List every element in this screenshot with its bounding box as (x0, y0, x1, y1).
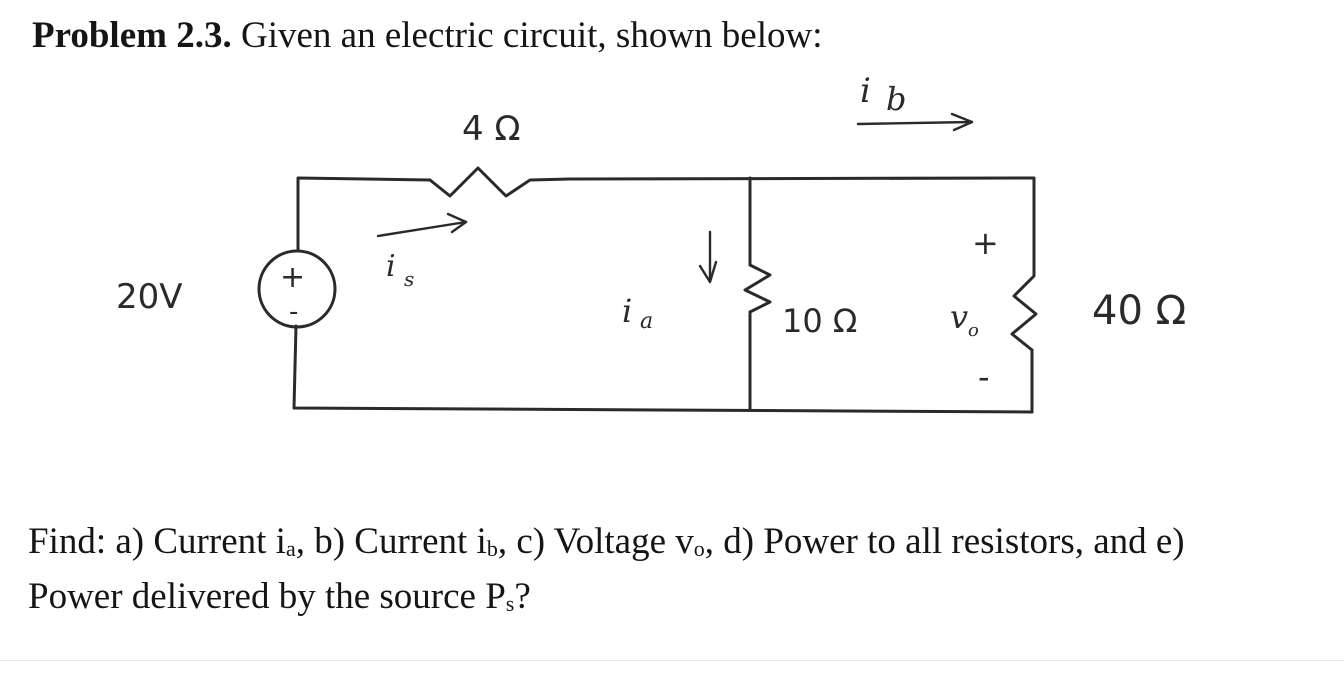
current-is-letter: i (386, 249, 396, 284)
right-resistor-zigzag (1012, 240, 1036, 350)
circuit-wires (294, 178, 1034, 412)
problem-label: Problem 2.3. (32, 15, 232, 56)
current-is-subscript: s (404, 267, 415, 291)
page-divider (0, 660, 1344, 661)
question-part-a: Find: a) Current i (28, 521, 286, 562)
vo-subscript: o (968, 320, 979, 341)
vo-letter: v (950, 298, 969, 336)
question-end: ? (514, 576, 531, 617)
question-part-c: , c) Voltage v (497, 521, 694, 562)
vo-minus-sign: - (978, 358, 990, 396)
question-subscript-s: s (505, 591, 515, 616)
series-resistor-label: 4 Ω (462, 109, 521, 149)
problem-intro: Given an electric circuit, shown below: (231, 15, 823, 56)
current-ib-letter: i (860, 71, 871, 111)
source-minus-sign: - (289, 297, 299, 327)
question-subscript-o: o (693, 536, 705, 561)
middle-resistor-label: 10 Ω (782, 302, 858, 340)
top-wire (570, 178, 1034, 240)
current-ia-letter: i (622, 292, 633, 330)
current-ia-arrow (700, 232, 716, 282)
current-ia-subscript: a (640, 309, 654, 334)
series-resistor-zigzag (430, 168, 570, 196)
question-text (28, 518, 1318, 628)
question-part-e: Power delivered by the source P (28, 576, 506, 617)
source-voltage-label: 20V (116, 277, 183, 317)
left-wire-top (298, 178, 430, 250)
vo-plus-sign: + (972, 224, 999, 262)
question-subscript-a: a (285, 536, 296, 561)
source-plus-sign: + (280, 260, 306, 295)
current-ib-subscript: b (886, 80, 907, 118)
current-is-arrow (378, 214, 466, 236)
current-ib-arrow (858, 114, 972, 130)
middle-resistor-zigzag (745, 265, 770, 312)
right-resistor-label: 40 Ω (1092, 288, 1187, 334)
question-part-b: , b) Current i (295, 521, 487, 562)
left-wire-bottom (294, 326, 1032, 412)
question-part-d: , d) Power to all resistors, and e) (704, 521, 1185, 562)
question-subscript-b: b (486, 536, 498, 561)
